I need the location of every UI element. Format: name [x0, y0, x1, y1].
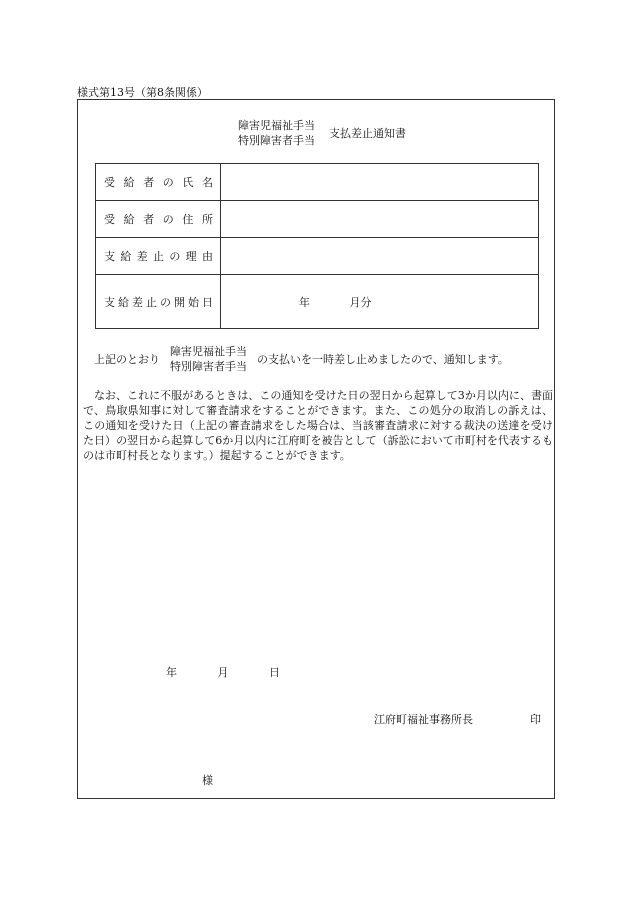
appeal-notice [83, 388, 553, 463]
statement-allowance-list [170, 344, 247, 374]
appeal-notice-text: なお、これに不服があるときは、この通知を受けた日の翌日から起算して3か月以内に、書面で、鳥取県知事に対して審査請求をすることができます。また、この処分の取消しの訴えは、この通知を受けた日（上記の審査請求をした場合は、当該審査請求に対する裁決の送達を受けた日）の翌日から起算して6か月以内に江府町を被告として（訴訟において市町村を代表するものは市町村長となります。）提起することができます。 [83, 389, 553, 462]
table-row [96, 275, 539, 329]
statement-prefix: 上記のとおり [94, 353, 160, 366]
document-title [238, 118, 406, 148]
label-suspension-start: 支給差止の開始日 [96, 275, 221, 329]
date-day: 日 [269, 666, 280, 679]
recipient-info-table [95, 163, 539, 329]
start-month-label: 月分 [349, 296, 372, 309]
value-suspension-reason [221, 238, 539, 275]
statement-allowance-2: 特別障害者手当 [170, 360, 247, 373]
issuer-office: 江府町福祉事務所長 [374, 713, 473, 726]
label-recipient-name: 受給者の氏名 [96, 164, 221, 201]
table-row [96, 201, 539, 238]
title-document-name: 支払差止通知書 [329, 127, 406, 140]
title-allowance-1: 障害児福祉手当 [238, 119, 315, 132]
value-suspension-start [221, 275, 539, 329]
seal-mark: 印 [530, 713, 541, 726]
statement-allowance-1: 障害児福祉手当 [170, 345, 247, 358]
table-row [96, 164, 539, 201]
issue-date [166, 664, 317, 680]
value-recipient-name [221, 164, 539, 201]
title-allowance-list [238, 118, 315, 148]
statement [94, 344, 509, 374]
label-recipient-address: 受給者の住所 [96, 201, 221, 238]
statement-suffix: の支払いを一時差し止めましたので、通知します。 [257, 353, 509, 366]
title-allowance-2: 特別障害者手当 [238, 134, 315, 147]
label-suspension-reason: 支給差止の理由 [96, 238, 221, 275]
date-month: 月 [217, 666, 229, 679]
notice-frame [77, 99, 555, 799]
value-recipient-address [221, 201, 539, 238]
table-row [96, 238, 539, 275]
start-year-label: 年 [299, 296, 310, 309]
date-year: 年 [166, 666, 177, 679]
recipient-honorific: 様 [202, 774, 213, 787]
form-number: 様式第13号（第8条関係） [77, 86, 208, 99]
